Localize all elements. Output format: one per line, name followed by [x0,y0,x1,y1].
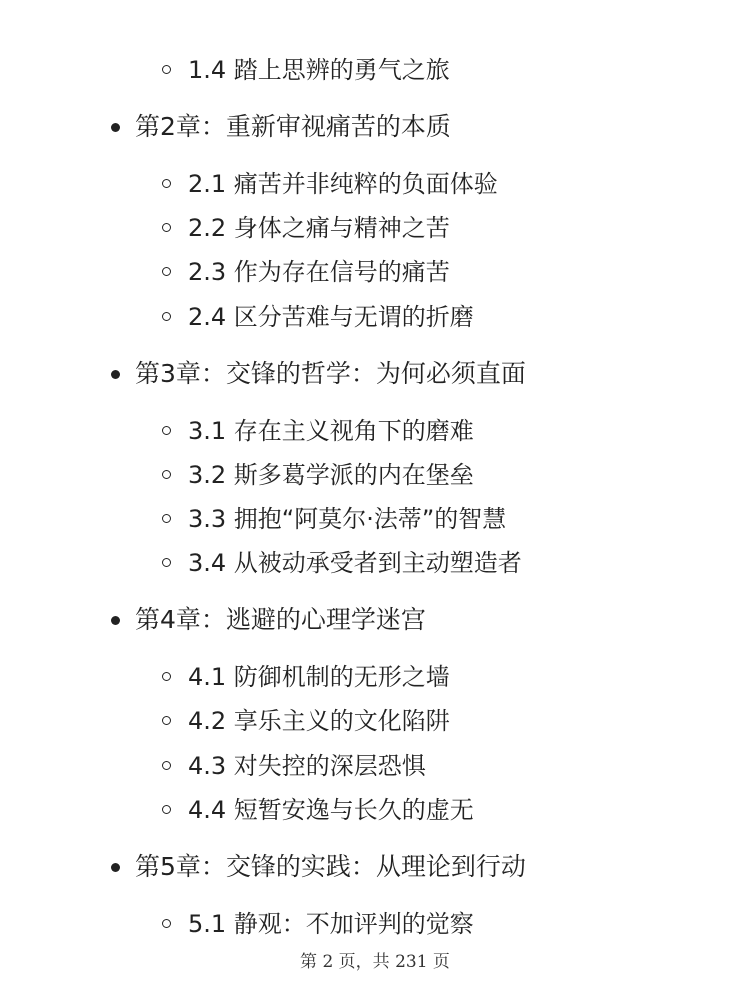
circle-bullet-icon [162,514,171,523]
circle-bullet-icon [162,223,171,232]
toc-section-label: 2.4 区分苦难与无谓的折磨 [188,303,474,331]
circle-bullet-icon [162,919,171,928]
disc-bullet-icon [111,123,120,132]
toc-chapter-label: 第5章：交锋的实践：从理论到行动 [135,852,526,881]
circle-bullet-icon [162,267,171,276]
page-footer: 第 2 页，共 231 页 [300,952,450,972]
toc-section-label: 4.1 防御机制的无形之墙 [188,663,450,691]
toc-chapter-label: 第4章：逃避的心理学迷宫 [135,605,426,634]
toc-section-label: 4.2 享乐主义的文化陷阱 [188,707,450,735]
toc-section-label: 3.4 从被动承受者到主动塑造者 [188,549,522,577]
toc-chapter-label: 第2章：重新审视痛苦的本质 [135,112,451,141]
toc-section-label: 2.3 作为存在信号的痛苦 [188,258,450,286]
toc-section-label: 3.2 斯多葛学派的内在堡垒 [188,461,474,489]
circle-bullet-icon [162,672,171,681]
toc-section-label: 2.1 痛苦并非纯粹的负面体验 [188,170,498,198]
toc-section-label: 3.1 存在主义视角下的磨难 [188,417,474,445]
circle-bullet-icon [162,426,171,435]
toc-section-label: 4.4 短暂安逸与长久的虚无 [188,796,474,824]
toc-chapter-label: 第3章：交锋的哲学：为何必须直面 [135,359,526,388]
toc-section-label: 3.3 拥抱“阿莫尔·法蒂”的智慧 [188,505,507,533]
disc-bullet-icon [111,370,120,379]
circle-bullet-icon [162,312,171,321]
circle-bullet-icon [162,65,171,74]
circle-bullet-icon [162,761,171,770]
toc-section-label: 5.1 静观：不加评判的觉察 [188,910,474,938]
disc-bullet-icon [111,616,120,625]
circle-bullet-icon [162,470,171,479]
toc-section-label: 2.2 身体之痛与精神之苦 [188,214,450,242]
circle-bullet-icon [162,558,171,567]
circle-bullet-icon [162,805,171,814]
toc-section-label: 1.4 踏上思辨的勇气之旅 [188,56,450,84]
toc-section-label: 4.3 对失控的深层恐惧 [188,752,426,780]
circle-bullet-icon [162,179,171,188]
disc-bullet-icon [111,863,120,872]
circle-bullet-icon [162,716,171,725]
